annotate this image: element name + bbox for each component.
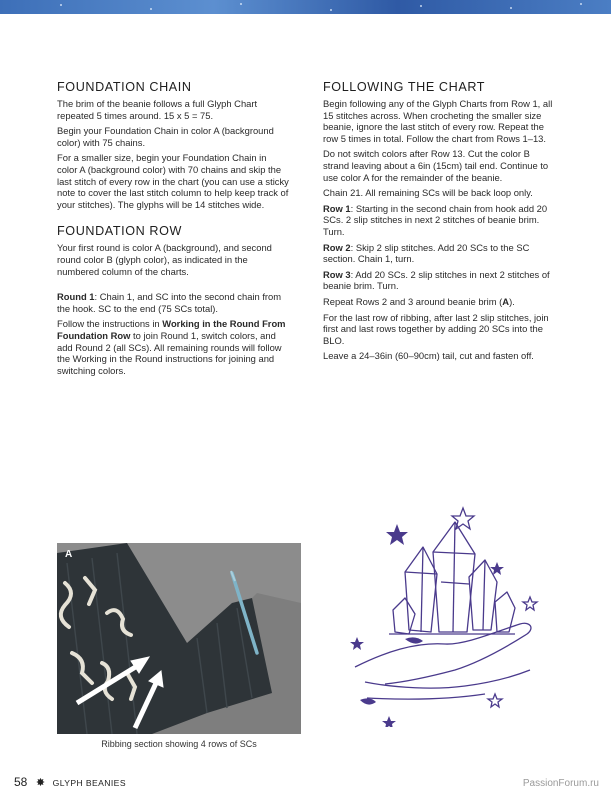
ribbing-photo	[57, 543, 301, 734]
follow-post: to join Round 1, switch colors, and add Round 2 (all SCs). All remaining rounds will follow the Working in the Round instructions for joining and switching colors.	[57, 329, 282, 376]
row-1-text: : Starting in the second chain from hook add 20 SCs. 2 slip stitches in next 2 stitches of beanie brim. Turn.	[323, 202, 548, 237]
repeat-bold: A	[502, 295, 510, 307]
row-2-para	[323, 242, 555, 265]
row-1-para	[323, 203, 555, 238]
follow-pre: Follow the instructions in	[57, 318, 163, 330]
photo-label: A	[65, 549, 73, 560]
left-column	[57, 80, 289, 380]
section-name: GLYPH BEANIES	[52, 778, 126, 788]
page-footer	[14, 775, 126, 789]
repeat-pre: Repeat Rows 2 and 3 around beanie brim (	[323, 295, 503, 307]
following-chart-heading: FOLLOWING THE CHART	[323, 80, 486, 94]
row-1-label: Row 1	[323, 202, 351, 214]
header-banner	[0, 0, 611, 14]
row-3-para	[323, 269, 555, 292]
foundation-chain-para-2: Begin your Foundation Chain in color A (background color) with 75 chains.	[57, 125, 274, 148]
foundation-chain-para-3: For a smaller size, begin your Foundation Chain in color A (background color) with 70 chains and skip the last stitch of every row in the chart (you can use a sticky note to cover the last stitch column to help keep track of your stitches). The glyphs will be 14 stitches wide.	[57, 152, 289, 210]
hand-holding-crystals-illustration	[345, 502, 545, 727]
page-number: 58	[14, 775, 28, 789]
round-1-text: : Chain 1, and SC into the second chain from the hook. SC to the end (75 SCs total).	[57, 291, 282, 314]
foundation-chain-para-1: The brim of the beanie follows a full Glyph Chart repeated 5 times around. 15 x 5 = 75.	[57, 98, 258, 121]
following-para-1: Begin following any of the Glyph Charts from Row 1, all 15 stitches across. When crocheting the smaller size beanie, ignore the last stitch of every row. Repeat the row 5 times in total. Follow the chart from Rows 1–13.	[323, 98, 553, 144]
row-3-text: : Add 20 SCs. 2 slip stitches in next 2 stitches of beanie brim. Turn.	[323, 268, 550, 292]
row-2-label: Row 2	[323, 241, 351, 253]
foundation-chain-heading: FOUNDATION CHAIN	[57, 80, 192, 94]
round-1-label: Round 1	[57, 291, 95, 303]
crochet-photo-drawing	[57, 543, 301, 734]
follow-instructions-para	[57, 318, 289, 376]
following-para-2: Do not switch colors after Row 13. Cut the color B strand leaving about a 6in (15cm) tail end. Continue to use color A for the remainder of the beanie.	[323, 148, 549, 183]
round-1-para	[57, 291, 289, 314]
foundation-row-para-1: Your first round is color A (background), and second round color B (glyph color), as indicated in the numbered column of the charts.	[57, 242, 272, 277]
repeat-post: ).	[509, 295, 515, 307]
repeat-para	[323, 296, 555, 308]
following-para-3: Chain 21. All remaining SCs will be back loop only.	[323, 187, 533, 199]
following-para-5: For the last row of ribbing, after last 2 slip stitches, join first and last rows together by adding 20 SCs into the BLO.	[323, 311, 549, 346]
follow-bold: Working in the Round From Foundation Row	[57, 318, 286, 341]
following-para-6: Leave a 24–36in (60–90cm) tail, cut and fasten off.	[323, 350, 534, 362]
photo-caption: Ribbing section showing 4 rows of SCs	[101, 739, 257, 749]
right-column	[323, 80, 555, 366]
watermark: PassionForum.ru	[522, 778, 599, 789]
foundation-row-heading: FOUNDATION ROW	[57, 224, 182, 239]
row-3-label: Row 3	[323, 268, 351, 280]
row-2-text: : Skip 2 slip stitches. Add 20 SCs to the SC section. Chain 1, turn.	[323, 241, 530, 265]
star-icon: ✸	[35, 777, 46, 789]
